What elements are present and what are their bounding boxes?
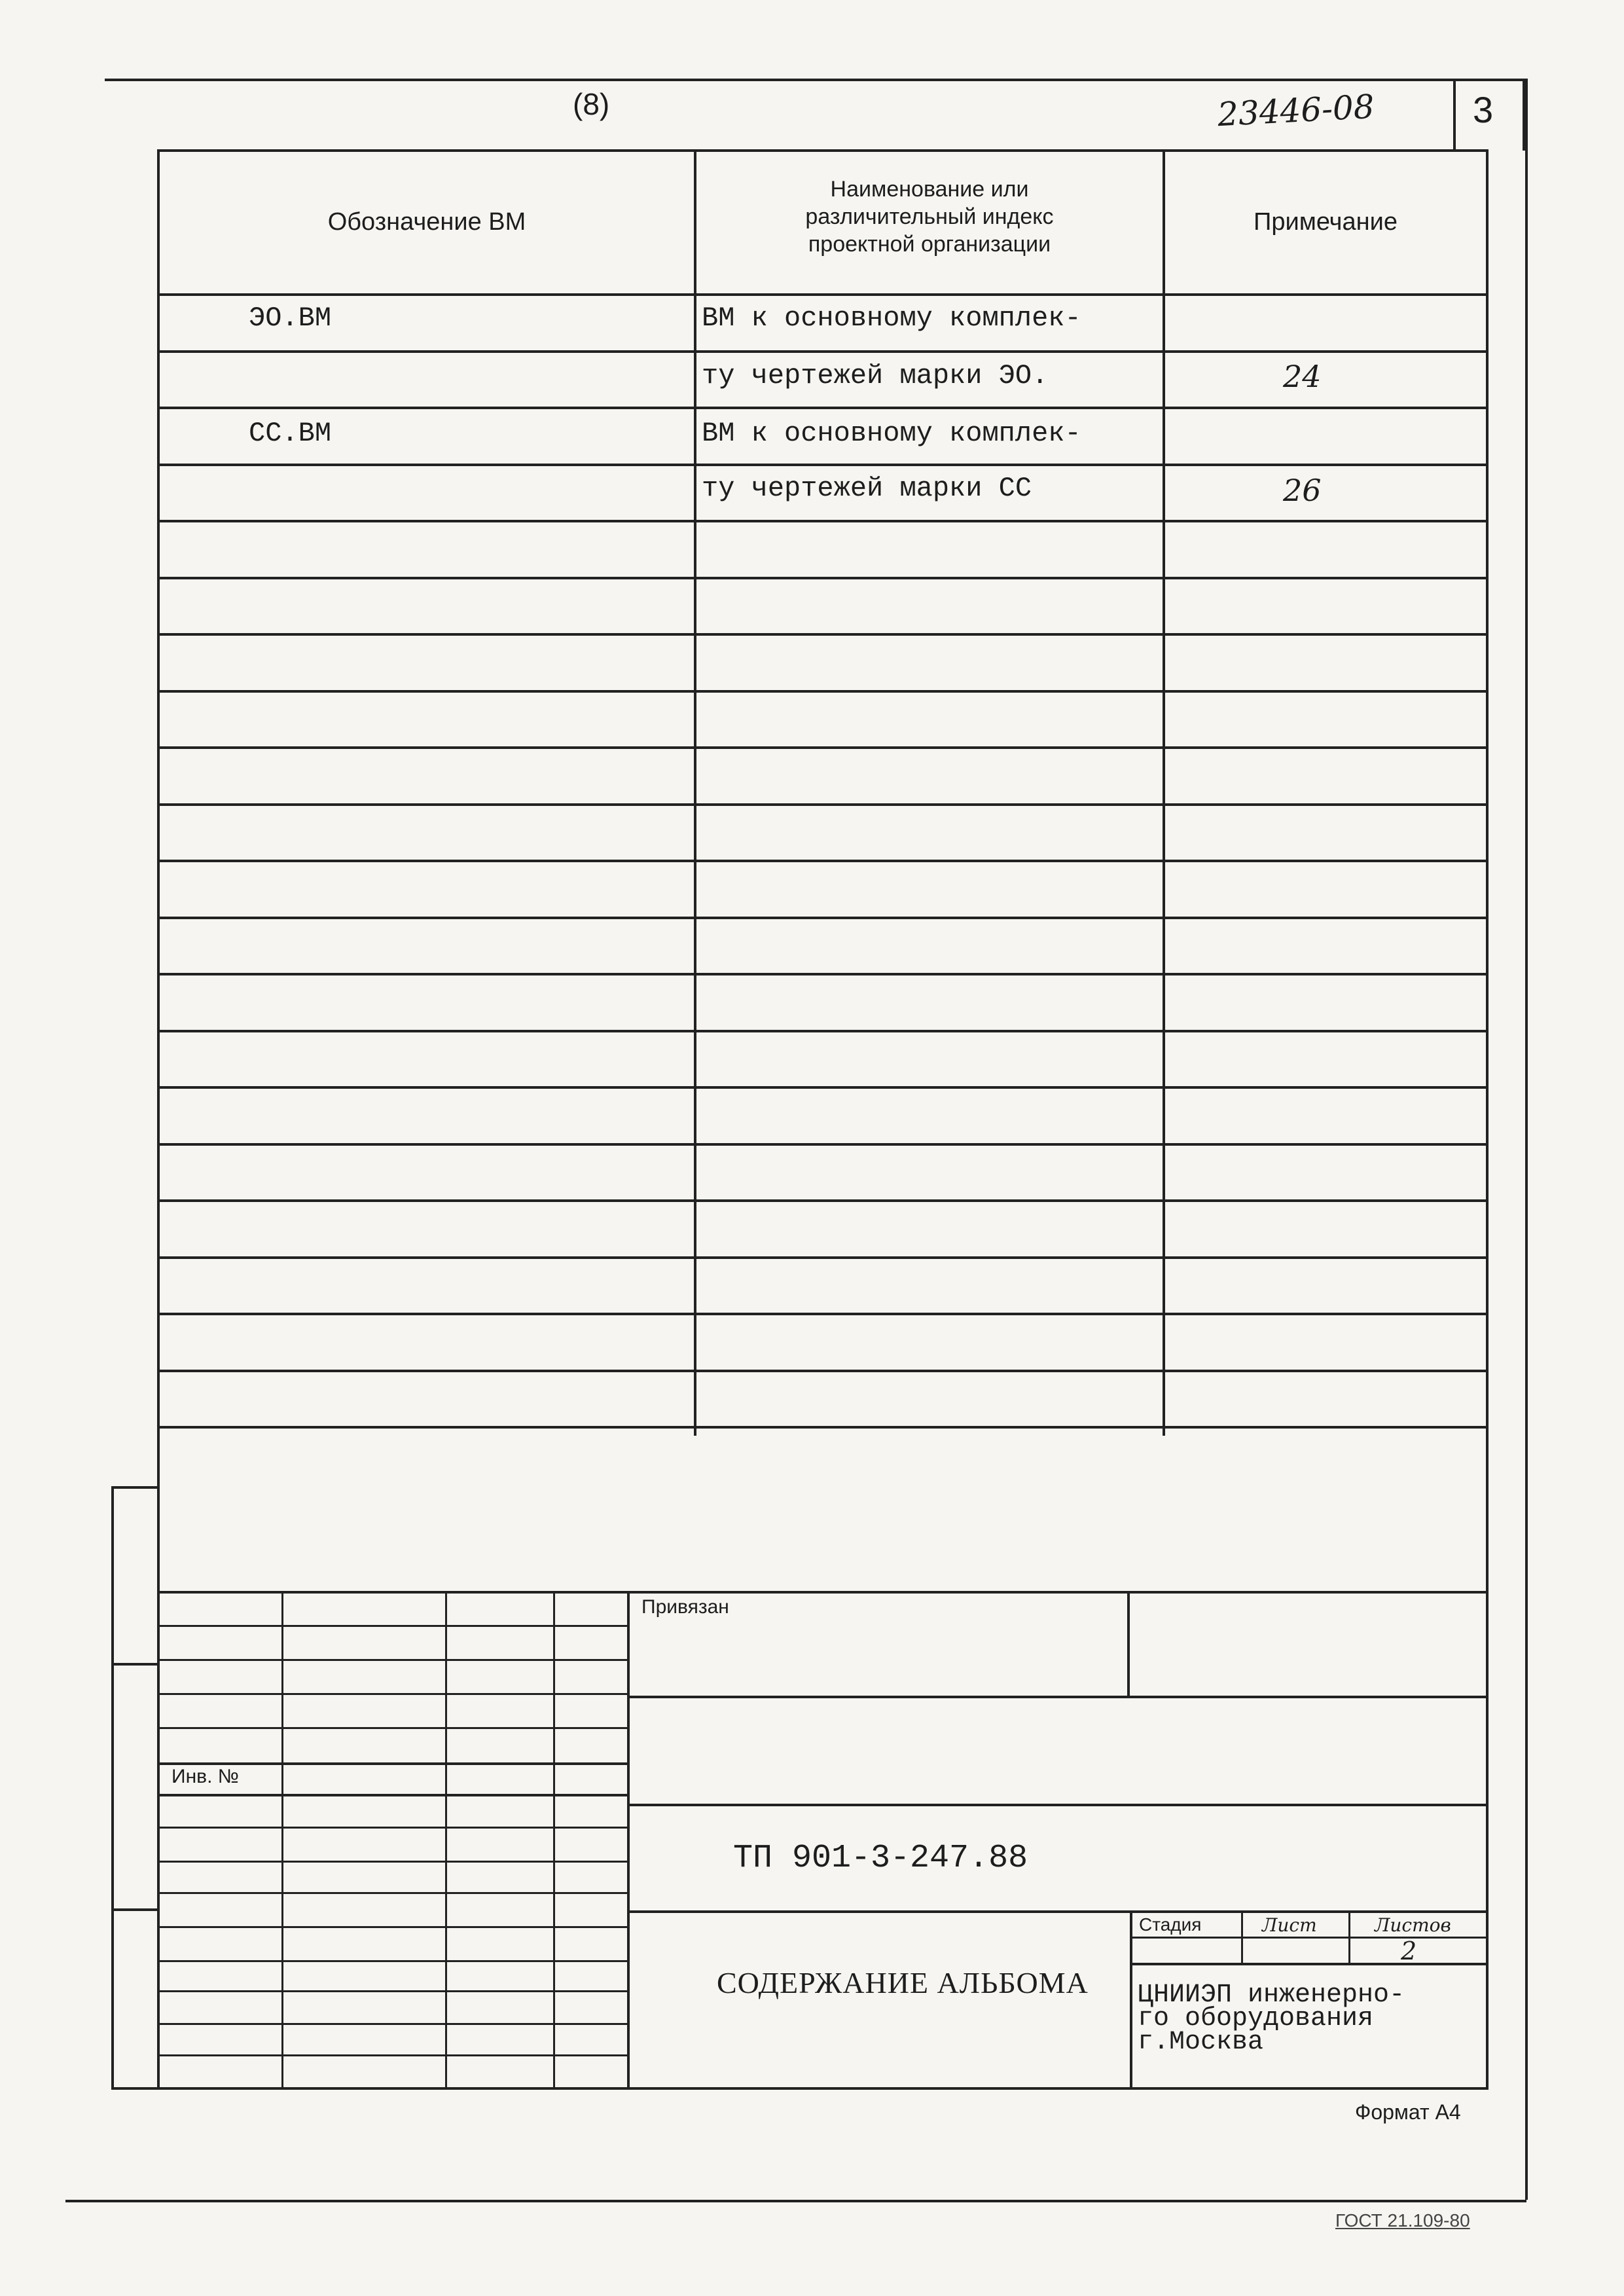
table-row-line	[157, 407, 1489, 409]
organization	[1138, 1980, 1405, 2057]
table-row-1-designation: ЭО.ВМ	[249, 302, 332, 334]
table-row-line	[157, 803, 1489, 806]
column-header-name-line3: проектной организации	[808, 232, 1051, 257]
table-row-3-name: ВМ к основному комплек-	[702, 418, 1081, 449]
page-marker: (8)	[573, 87, 610, 121]
side-stamp-mid2	[111, 1908, 158, 1911]
inv-row-line	[157, 1794, 628, 1796]
table-row-line	[157, 746, 1489, 749]
corner-box-left	[1453, 79, 1456, 151]
table-top	[157, 149, 1489, 152]
project-code: ТП 901-3-247.88	[733, 1840, 1028, 1877]
tb-grid-row-line	[157, 1727, 628, 1729]
table-row-line	[157, 1086, 1489, 1089]
privyazan-bottom	[627, 1696, 1489, 1698]
column-header-note: Примечание	[1254, 208, 1398, 236]
column-header-designation: Обозначение ВМ	[327, 208, 526, 236]
sheets-label: Листов	[1375, 1914, 1451, 1936]
tb-grid-row-line	[157, 1861, 628, 1863]
tb-grid-row-line	[157, 1926, 628, 1928]
top-border-line	[105, 79, 1525, 81]
table-row-4-note: 26	[1283, 473, 1322, 508]
organization-line2: го оборудования	[1138, 2004, 1374, 2033]
table-col-divider-2	[1163, 149, 1165, 1436]
tb-grid-row-line	[157, 2023, 628, 2025]
title-block-bottom	[111, 2087, 1489, 2090]
tb-grid-col-1	[281, 1591, 283, 2087]
tb-grid-row-line	[157, 1960, 628, 1962]
sheet-corner-number: 3	[1473, 89, 1494, 130]
table-row-2-note: 24	[1283, 359, 1322, 394]
outer-bottom-edge	[65, 2200, 1526, 2202]
title-block-top	[157, 1591, 1489, 1594]
side-stamp-left	[111, 1486, 114, 2088]
stage-bottom-line	[1130, 1963, 1489, 1965]
stage-header-line	[1130, 1937, 1489, 1939]
table-row-line	[157, 1313, 1489, 1315]
privyazan-divider	[1127, 1591, 1130, 1696]
sheet-value: 2	[1401, 1937, 1417, 1965]
code-row-bottom	[627, 1910, 1489, 1913]
tb-grid-col-2	[445, 1591, 447, 2087]
tb-grid-row-line	[157, 1990, 628, 1992]
table-col-divider-1	[694, 149, 696, 1436]
table-row-line	[157, 1256, 1489, 1259]
table-row-line	[157, 1143, 1489, 1146]
column-header-name-line1: Наименование или	[830, 177, 1029, 202]
tb-grid-row-line	[157, 1659, 628, 1661]
table-row-line	[157, 917, 1489, 919]
table-row-line	[157, 577, 1489, 579]
table-row-line	[157, 690, 1489, 693]
gost-label: ГОСТ 21.109-80	[1335, 2210, 1470, 2231]
table-header-bottom	[157, 293, 1489, 296]
side-stamp-top	[111, 1486, 158, 1489]
tb-grid-row-line	[157, 1693, 628, 1695]
stage-label: Стадия	[1139, 1914, 1202, 1935]
organization-line1: ЦНИИЭП инженерно-	[1138, 1980, 1405, 2010]
table-row-line	[157, 520, 1489, 522]
tb-grid-row-line	[157, 1892, 628, 1894]
table-row-line	[157, 860, 1489, 862]
table-row-line	[157, 464, 1489, 466]
table-row-3-designation: СС.ВМ	[249, 418, 332, 449]
doc-number: 23446-08	[1216, 87, 1375, 134]
inv-label: Инв. №	[171, 1766, 239, 1787]
inv-row-line-top	[157, 1762, 628, 1765]
table-row-4-name: ту чертежей марки СС	[702, 473, 1032, 504]
table-row-line	[157, 633, 1489, 636]
sheet-label: Лист	[1262, 1914, 1317, 1936]
table-row-line	[157, 1426, 1489, 1429]
tb-grid-row-line	[157, 1625, 628, 1627]
table-row-1-name: ВМ к основному комплек-	[702, 302, 1081, 334]
frame-left	[157, 149, 160, 2087]
tb-grid-row-line	[157, 1827, 628, 1829]
table-row-line	[157, 350, 1489, 353]
format-label: Формат А4	[1355, 2100, 1461, 2124]
table-row-line	[157, 973, 1489, 975]
tb-grid-row-line	[157, 2054, 628, 2056]
frame-right	[1486, 149, 1489, 2087]
code-row-top	[627, 1804, 1489, 1806]
table-row-line	[157, 1030, 1489, 1032]
tb-grid-col-4	[627, 1591, 630, 2087]
tb-grid-col-3	[553, 1591, 555, 2087]
document-title: СОДЕРЖАНИЕ АЛЬБОМА	[717, 1966, 1089, 1999]
organization-line3: г.Москва	[1138, 2028, 1264, 2057]
column-header-name-line2: различительный индекс	[805, 204, 1054, 229]
privyazan-label: Привязан	[641, 1596, 729, 1618]
outer-right-edge	[1525, 79, 1528, 2200]
table-row-line	[157, 1199, 1489, 1202]
column-header-name	[696, 175, 1163, 258]
table-row-2-name: ту чертежей марки ЭО.	[702, 360, 1049, 392]
table-row-line	[157, 1370, 1489, 1372]
side-stamp-mid	[111, 1663, 158, 1666]
